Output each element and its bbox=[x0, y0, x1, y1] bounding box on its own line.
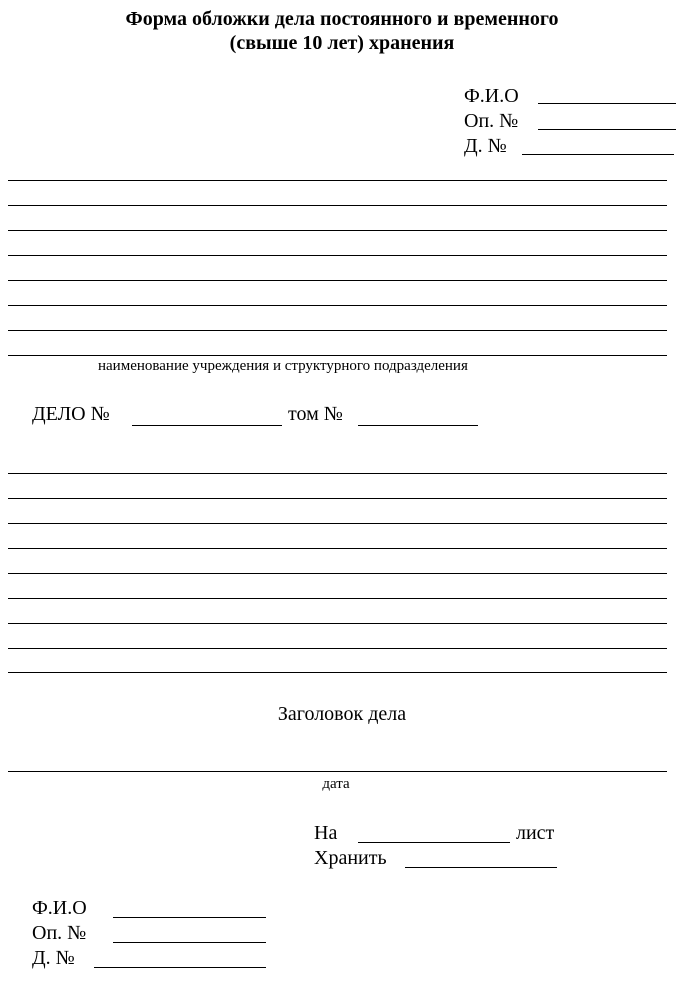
top-op-field[interactable] bbox=[538, 129, 676, 130]
institution-line-2[interactable] bbox=[8, 205, 667, 206]
bottom-fio-field[interactable] bbox=[113, 917, 266, 918]
heading-line-1[interactable] bbox=[8, 473, 667, 474]
case-number-label: ДЕЛО № bbox=[32, 403, 110, 425]
bottom-fio-label: Ф.И.О bbox=[32, 897, 87, 919]
top-op-label: Оп. № bbox=[464, 110, 519, 132]
heading-line-6[interactable] bbox=[8, 598, 667, 599]
institution-line-1[interactable] bbox=[8, 180, 667, 181]
keep-period-field[interactable] bbox=[405, 867, 557, 868]
heading-line-2[interactable] bbox=[8, 498, 667, 499]
institution-caption: наименование учреждения и структурного подразделения bbox=[98, 358, 468, 374]
volume-number-field[interactable] bbox=[358, 425, 478, 426]
case-number-field[interactable] bbox=[132, 425, 282, 426]
institution-line-7[interactable] bbox=[8, 330, 667, 331]
top-d-label: Д. № bbox=[464, 135, 507, 157]
institution-line-4[interactable] bbox=[8, 255, 667, 256]
bottom-op-label: Оп. № bbox=[32, 922, 87, 944]
bottom-op-field[interactable] bbox=[113, 942, 266, 943]
heading-line-7[interactable] bbox=[8, 623, 667, 624]
case-heading-label: Заголовок дела bbox=[277, 703, 407, 725]
heading-line-3[interactable] bbox=[8, 523, 667, 524]
institution-line-5[interactable] bbox=[8, 280, 667, 281]
top-fio-field[interactable] bbox=[538, 103, 676, 104]
heading-line-4[interactable] bbox=[8, 548, 667, 549]
institution-line-3[interactable] bbox=[8, 230, 667, 231]
sheets-label: лист bbox=[516, 822, 555, 844]
heading-line-5[interactable] bbox=[8, 573, 667, 574]
form-title-line1: Форма обложки дела постоянного и временного bbox=[125, 8, 559, 30]
top-d-field[interactable] bbox=[522, 154, 674, 155]
sheets-count-field[interactable] bbox=[358, 842, 510, 843]
top-fio-label: Ф.И.О bbox=[464, 85, 519, 107]
bottom-d-label: Д. № bbox=[32, 947, 75, 969]
institution-line-8[interactable] bbox=[8, 355, 667, 356]
volume-number-label: том № bbox=[288, 403, 343, 425]
sheets-on-label: На bbox=[314, 822, 338, 844]
keep-label: Хранить bbox=[314, 847, 387, 869]
heading-line-8[interactable] bbox=[8, 648, 667, 649]
date-caption: дата bbox=[322, 776, 350, 792]
heading-line-9[interactable] bbox=[8, 672, 667, 673]
form-title-line2: (свыше 10 лет) хранения bbox=[229, 32, 455, 54]
date-line[interactable] bbox=[8, 771, 667, 772]
institution-line-6[interactable] bbox=[8, 305, 667, 306]
bottom-d-field[interactable] bbox=[94, 967, 266, 968]
